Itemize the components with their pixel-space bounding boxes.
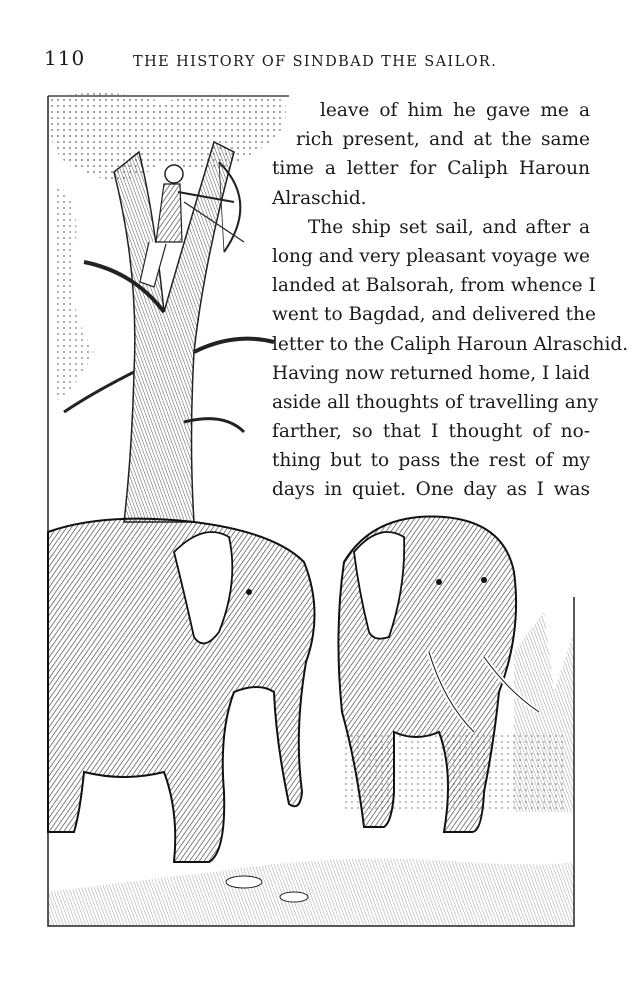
text-line: landed at Balsorah, from whence I [272, 275, 596, 297]
text-line: letter to the Caliph Haroun Alraschid. [272, 333, 629, 355]
text-line: The ship set sail, and after a [308, 216, 590, 238]
text-line: aside all thoughts of travelling any [272, 391, 599, 413]
text-line: long and very pleasant voyage we [272, 245, 590, 267]
text-line: rich present, and at the same [296, 129, 590, 151]
running-head: THE HISTORY OF SINDBAD THE SAILOR. [133, 54, 498, 70]
body-text [272, 96, 629, 505]
left-elephant [48, 519, 315, 862]
text-line: farther, so that I thought of no- [272, 421, 590, 443]
text-line: Having now returned home, I laid [272, 362, 590, 384]
text-line: Alraschid. [272, 187, 367, 209]
text-line: went to Bagdad, and delivered the [272, 304, 596, 326]
text-line: leave of him he gave me a [320, 100, 590, 121]
text-line: time a letter for Caliph Haroun [272, 158, 590, 180]
text-line: thing but to pass the rest of my [272, 450, 590, 472]
text-line: days in quiet. One day as I was [272, 479, 590, 501]
page-number: 110 [44, 46, 86, 70]
